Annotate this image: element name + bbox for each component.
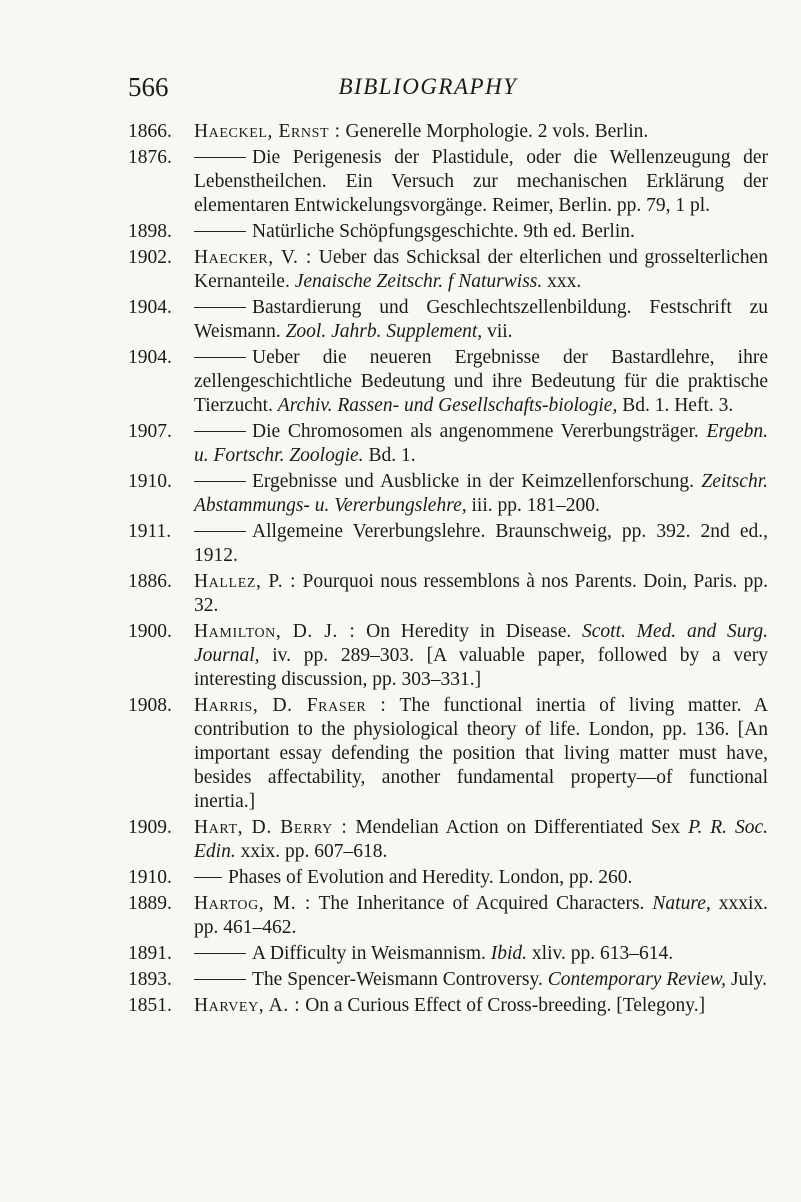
- entry-year: 1904.: [128, 297, 172, 318]
- ditto-dash: [194, 431, 246, 432]
- entry-journal: Ibid.: [490, 943, 528, 964]
- entry-year: 1911.: [128, 521, 172, 542]
- entry-year: 1904.: [128, 347, 172, 368]
- entry-author: Haecker, V. :: [194, 247, 312, 268]
- entry-text: Phases of Evolution and Heredity. London, pp. 260.: [228, 867, 633, 888]
- entry-year: 1891.: [128, 943, 172, 964]
- ditto-dash: [194, 953, 246, 954]
- entry-author: Hartog, M. :: [194, 893, 311, 914]
- entry-author: Hart, D. Berry :: [194, 817, 348, 838]
- entry-journal: Archiv. Rassen- und Gesellschafts-biologie,: [277, 395, 618, 416]
- entry-journal: Zeitschr. Abstammungs- u. Vererbungslehre,: [194, 471, 769, 516]
- entry-journal: Ergebn. u. Fortschr. Zoologie.: [194, 421, 768, 466]
- entry-text: On Heredity in Disease.: [366, 621, 572, 642]
- bib-entry: [128, 220, 768, 244]
- entry-journal: Scott. Med. and Surg. Journal,: [194, 621, 768, 666]
- entry-text: The Spencer-Weismann Controversy.: [252, 969, 543, 990]
- entry-text-tail: iii. pp. 181–200.: [471, 495, 600, 516]
- entry-text: The Inheritance of Acquired Characters.: [318, 893, 645, 914]
- bib-entry: [128, 296, 768, 344]
- page-number: 566: [128, 72, 169, 102]
- entry-year: 1889.: [128, 893, 172, 914]
- ditto-dash: [194, 231, 246, 232]
- bib-entry: [128, 620, 768, 692]
- entry-text-tail: Bd. 1. Heft. 3.: [622, 395, 734, 416]
- ditto-dash: [194, 877, 222, 878]
- entry-journal: P. R. Soc. Edin.: [194, 817, 769, 862]
- entry-year: 1910.: [128, 471, 172, 492]
- bib-entry: [128, 968, 768, 992]
- entry-year: 1900.: [128, 621, 172, 642]
- entry-text: Mendelian Action on Differentiated Sex: [355, 817, 681, 838]
- entry-text-tail: vii.: [487, 321, 513, 342]
- entry-year: 1866.: [128, 121, 172, 142]
- bib-entry: [128, 570, 768, 618]
- entry-journal: Zool. Jahrb. Supplement,: [285, 321, 483, 342]
- bib-entry: [128, 146, 768, 218]
- entry-year: 1886.: [128, 571, 172, 592]
- entry-journal: Nature,: [652, 893, 711, 914]
- bib-entry: [128, 942, 768, 966]
- entry-text: Ueber die neueren Ergebnisse der Bastardlehre, ihre zellengeschichtliche Bedeutung und ihre Bedeutung für die praktische Tierzucht.: [194, 347, 768, 416]
- ditto-dash: [194, 979, 246, 980]
- entry-author: Hallez, P. :: [194, 571, 297, 592]
- entry-text: Die Chromosomen als angenommene Vererbungsträger.: [252, 421, 699, 442]
- entry-text-tail: July.: [730, 969, 768, 990]
- entry-author: Hamilton, D. J. :: [194, 621, 356, 642]
- entry-text: On a Curious Effect of Cross-breeding. [Telegony.]: [305, 995, 706, 1016]
- entry-text: Die Perigenesis der Plastidule, oder die Wellenzeugung der Lebenstheilchen. Ein Versuch zur mechanischen Erklärung der elementaren Entwickelungsvorgänge. Reimer, Berlin. pp. 79, 1 pl.: [194, 147, 768, 216]
- entry-text: A Difficulty in Weismannism.: [252, 943, 486, 964]
- bib-entry: [128, 520, 768, 568]
- entry-journal: Contemporary Review,: [547, 969, 727, 990]
- ditto-dash: [194, 531, 246, 532]
- entry-text-tail: xxx.: [547, 271, 582, 292]
- bib-entry: [128, 346, 768, 418]
- bib-entry: [128, 470, 768, 518]
- entry-journal: Jenaische Zeitschr. f Naturwiss.: [294, 271, 543, 292]
- entry-text: Ergebnisse und Ausblicke in der Keimzellenforschung.: [252, 471, 695, 492]
- entry-year: 1851.: [128, 995, 172, 1016]
- bib-entry: [128, 994, 768, 1018]
- bibliography-list: [128, 120, 768, 1020]
- entry-year: 1893.: [128, 969, 172, 990]
- entry-text: Natürliche Schöpfungsgeschichte. 9th ed. Berlin.: [252, 221, 635, 242]
- bib-entry: [128, 246, 768, 294]
- entry-year: 1902.: [128, 247, 172, 268]
- bib-entry: [128, 816, 768, 864]
- entry-year: 1909.: [128, 817, 172, 838]
- entry-year: 1898.: [128, 221, 172, 242]
- entry-text-tail: Bd. 1.: [368, 445, 416, 466]
- entry-year: 1908.: [128, 695, 172, 716]
- entry-text: Pourquoi nous ressemblons à nos Parents. Doin, Paris. pp. 32.: [194, 571, 769, 616]
- entry-text: Ueber das Schicksal der elterlichen und grosselterlichen Kernanteile.: [194, 247, 768, 292]
- entry-text: The functional inertia of living matter. A contribution to the physiological theory of life. London, pp. 136. [An important essay defending the position that living matter must have, besides affectability, another fundamental property—of functional inertia.]: [194, 695, 769, 812]
- entry-text-tail: xliv. pp. 613–614.: [531, 943, 674, 964]
- entry-author: Haeckel, Ernst :: [194, 121, 341, 142]
- ditto-dash: [194, 157, 246, 158]
- entry-year: 1907.: [128, 421, 172, 442]
- ditto-dash: [194, 481, 246, 482]
- ditto-dash: [194, 357, 246, 358]
- bib-entry: [128, 892, 768, 940]
- entry-year: 1876.: [128, 147, 172, 168]
- bib-entry: [128, 694, 768, 814]
- bib-entry: [128, 866, 768, 890]
- running-head: BIBLIOGRAPHY: [338, 74, 518, 99]
- entry-year: 1910.: [128, 867, 172, 888]
- entry-text: Allgemeine Vererbungslehre. Braunschweig, pp. 392. 2nd ed., 1912.: [194, 521, 768, 566]
- entry-text: Generelle Morphologie. 2 vols. Berlin.: [345, 121, 649, 142]
- entry-text-tail: xxix. pp. 607–618.: [240, 841, 388, 862]
- bib-entry: [128, 120, 768, 144]
- entry-text-tail: iv. pp. 289–303. [A valuable paper, followed by a very interesting discussion, pp. 303–331.]: [194, 645, 768, 690]
- entry-text: Bastardierung und Geschlechtszellenbildung. Festschrift zu Weismann.: [194, 297, 768, 342]
- page-header: [128, 72, 728, 106]
- entry-text-tail: xxxix. pp. 461–462.: [194, 893, 769, 938]
- bib-entry: [128, 420, 768, 468]
- ditto-dash: [194, 307, 246, 308]
- entry-author: Harvey, A. :: [194, 995, 301, 1016]
- entry-author: Harris, D. Fraser :: [194, 695, 387, 716]
